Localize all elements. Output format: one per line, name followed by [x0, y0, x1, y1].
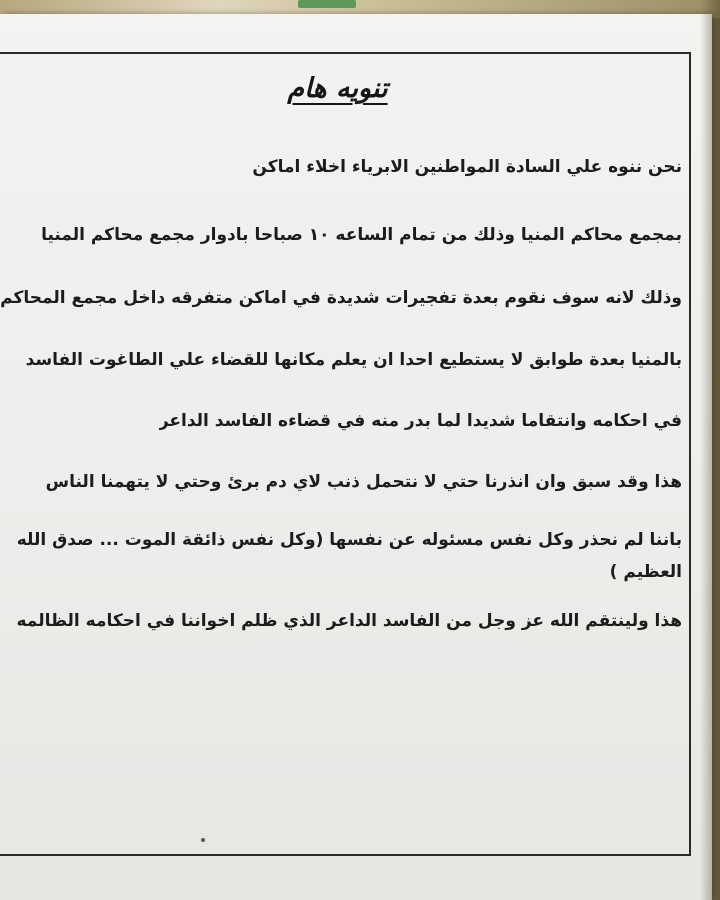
ink-speck: [201, 838, 205, 842]
notice-line-6: هذا وقد سبق وان انذرنا حتي لا نتحمل ذنب لاي دم برئ وحتي لا يتهمنا الناس: [45, 472, 682, 492]
notice-line-5: في احكامه وانتقاما شديدا لما بدر منه في قضاءه الفاسد الداعر: [158, 411, 682, 431]
notice-title: تنويه هام: [287, 73, 388, 104]
notice-line-9: هذا ولينتقم الله عز وجل من الفاسد الداعر الذي ظلم اخواننا في احكامه الظالمه: [16, 611, 682, 631]
notice-line-4: بالمنيا بعدة طوابق لا يستطيع احدا ان يعلم مكانها للقضاء علي الطاغوت الفاسد: [25, 350, 682, 370]
notice-line-1: نحن ننوه علي السادة المواطنين الابرياء اخلاء اماكن: [252, 157, 682, 177]
notice-line-8: العظيم ): [609, 562, 682, 582]
notice-line-7: باننا لم نحذر وكل نفس مسئوله عن نفسها (وكل نفس ذائقة الموت ... صدق الله: [16, 530, 682, 550]
notice-line-2: بمجمع محاكم المنيا وذلك من تمام الساعه ١٠ صباحا بادوار مجمع محاكم المنيا: [41, 225, 682, 245]
green-tape-piece: [298, 0, 356, 8]
notice-line-3: وذلك لانه سوف نقوم بعدة تفجيرات شديدة في اماكن متفرقه داخل مجمع المحاكم: [0, 288, 682, 308]
paper-edge-shadow: [700, 0, 720, 900]
